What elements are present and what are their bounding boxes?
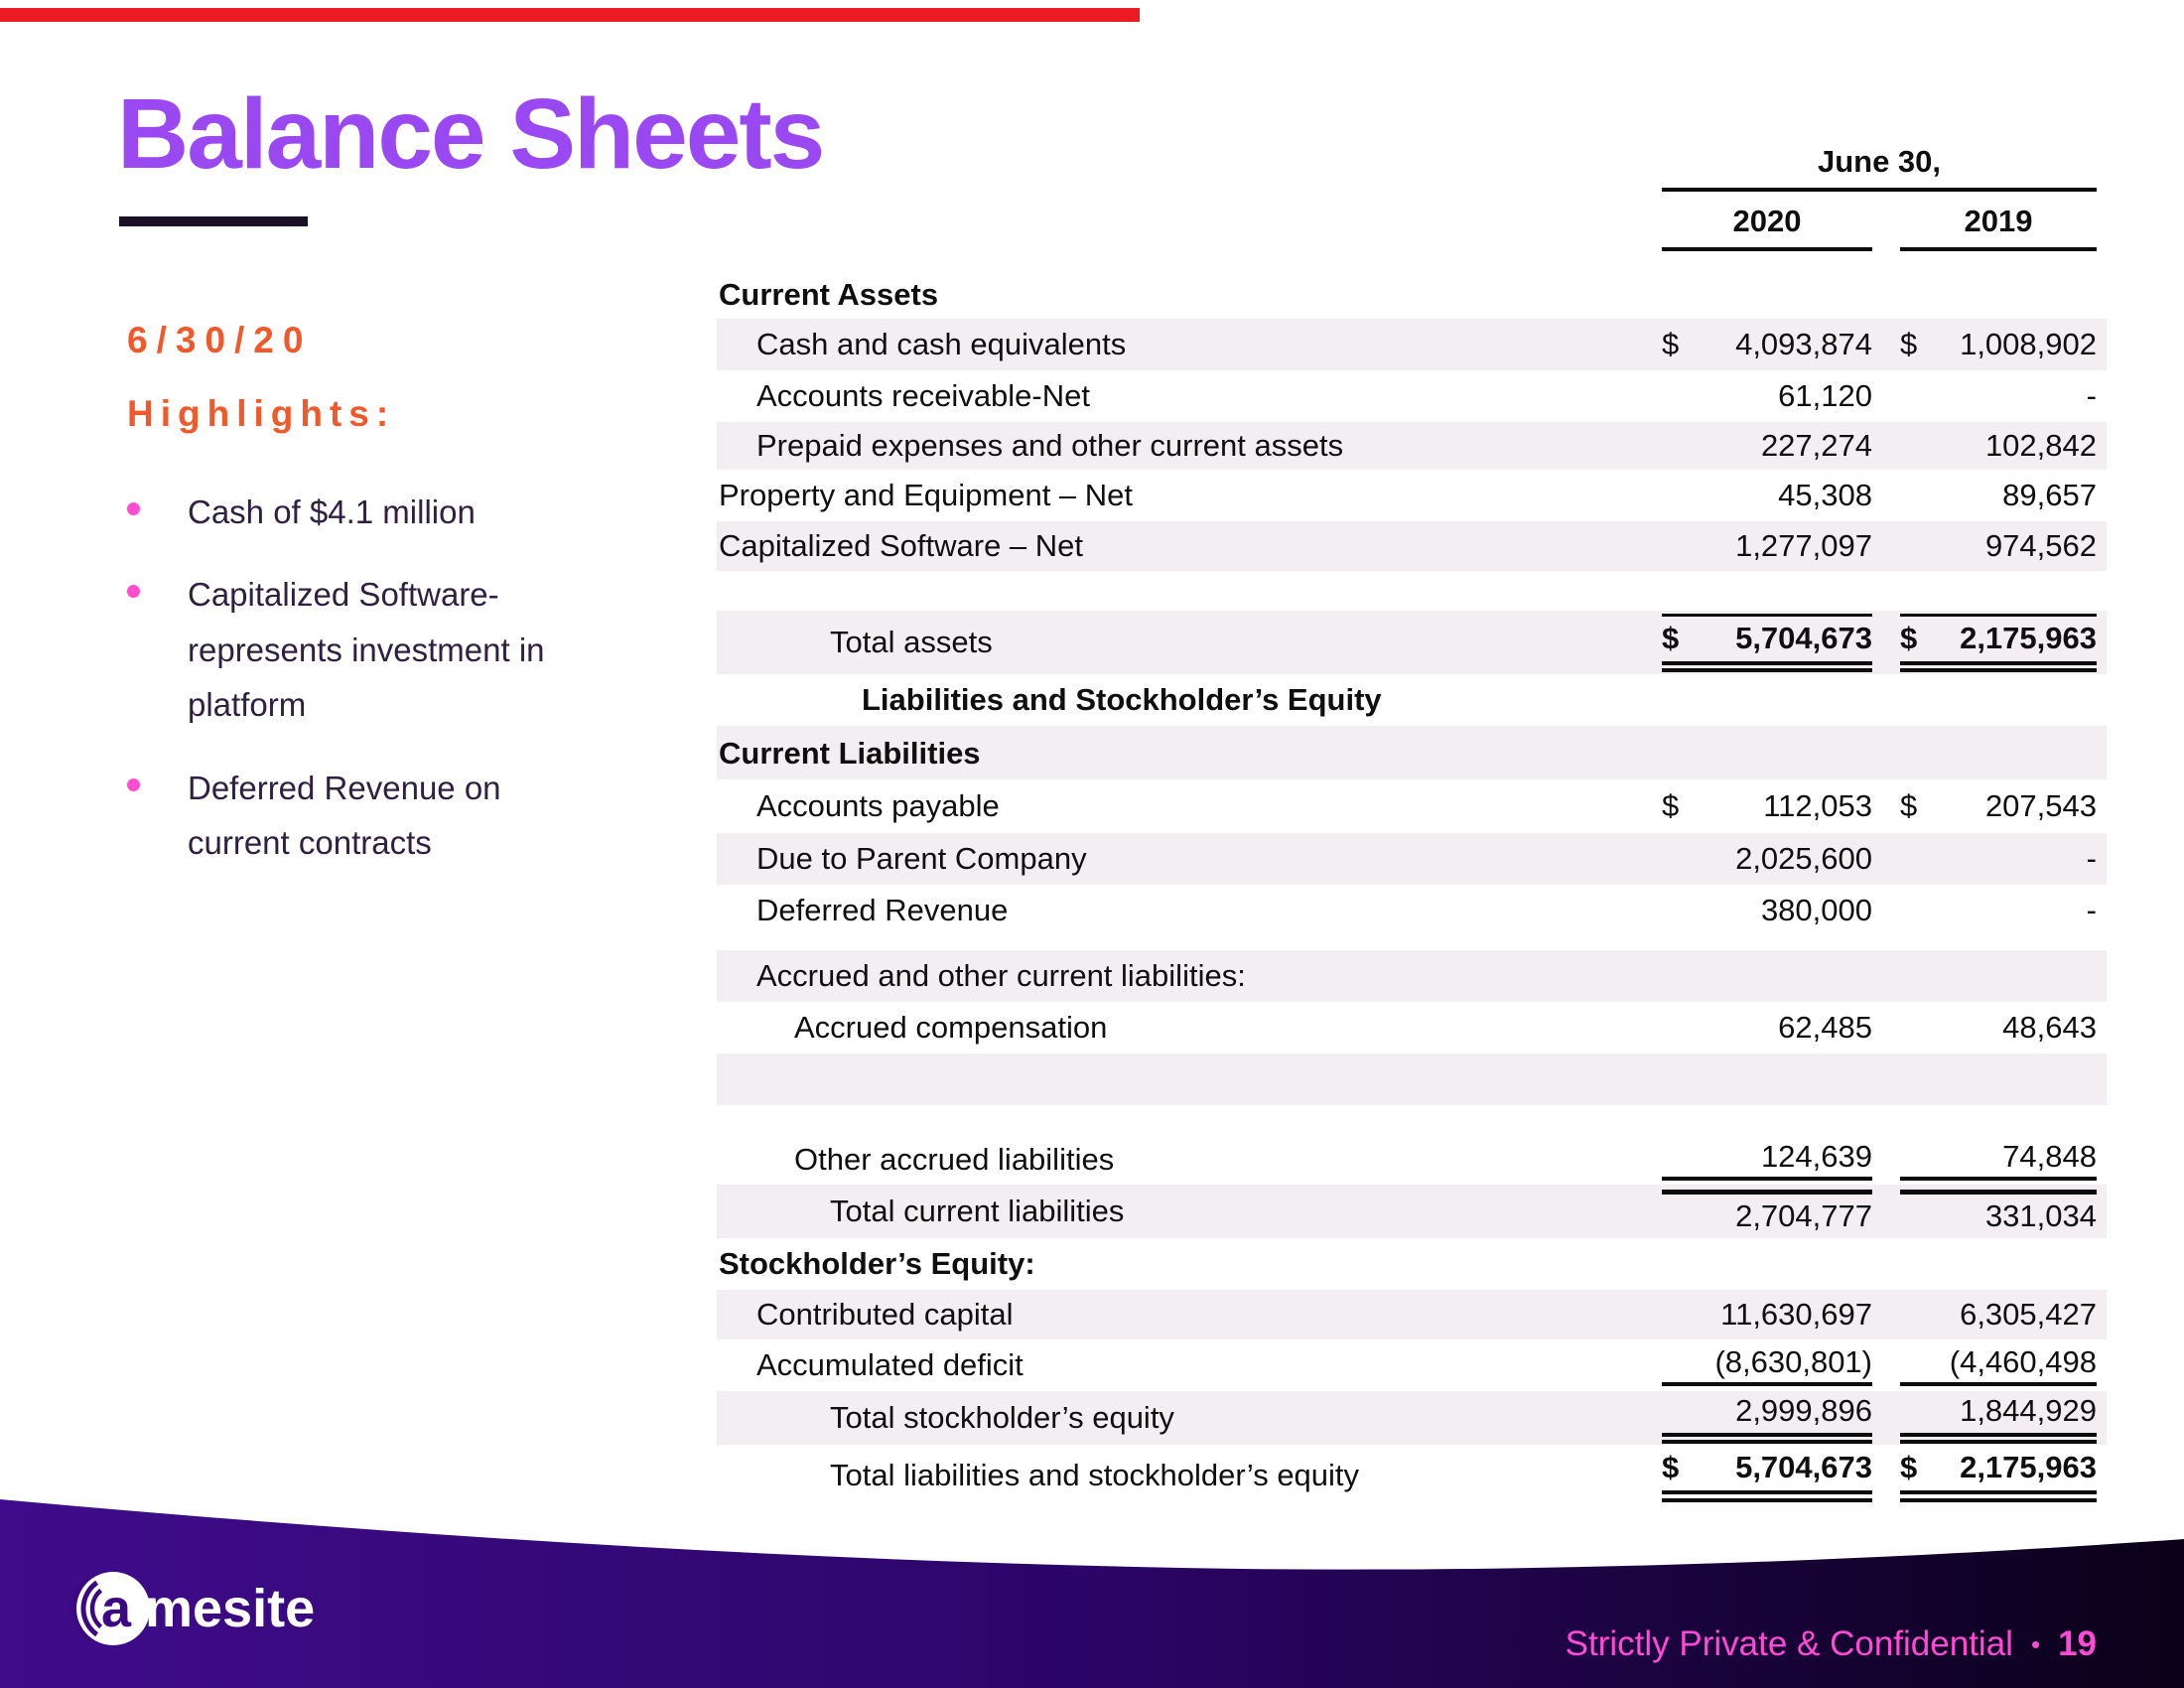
value-cell [1662,788,1872,824]
dollar-sign: $ [1662,1449,1680,1484]
table-row [717,611,2107,674]
table-row [717,1002,2107,1054]
row-label: Total current liabilities [830,1194,1125,1228]
row-label: Current Assets [719,277,939,312]
row-label: Deferred Revenue [756,893,1009,927]
highlights-panel [127,320,643,899]
bullet-text: Deferred Revenue on current contracts [188,769,501,862]
value-text: (4,460,498 [1949,1344,2097,1379]
table-row [717,470,2107,521]
value-text: 124,639 [1760,1139,1872,1174]
table-row [717,1238,2107,1290]
row-label: Contributed capital [756,1297,1014,1332]
list-item [127,567,643,732]
value-text: 974,562 [1984,528,2097,563]
value-text: (8,630,801) [1714,1344,1872,1379]
value-text: 2,175,963 [1960,620,2097,655]
top-accent-bar [0,8,1140,22]
title-underline [119,216,308,226]
dollar-sign: $ [1900,620,1918,655]
column-header-2020: 2020 [1662,204,1872,251]
page-title: Balance Sheets [117,78,824,190]
row-label: Cash and cash equivalents [756,327,1127,361]
logo-letter-a: a [100,1579,132,1638]
row-label: Property and Equipment – Net [719,478,1134,512]
table-row [717,521,2107,571]
row-label: Accounts receivable-Net [756,378,1090,413]
value-cell [1662,1010,1872,1046]
highlights-date: 6/30/20 [127,320,313,360]
dollar-sign: $ [1662,788,1680,823]
list-item [127,485,643,539]
row-values [1662,788,2097,824]
value-cell [1662,614,1872,672]
column-header-2019: 2019 [1900,204,2097,251]
table-row [717,571,2107,611]
footer-note [1566,1624,2097,1664]
value-text: 4,093,874 [1735,327,1872,361]
table-row [717,885,2107,936]
table-row [717,1105,2107,1135]
table-row [717,674,2107,726]
value-cell [1900,841,2097,877]
value-cell [1900,1190,2097,1234]
row-values [1662,841,2097,877]
row-label: Accrued compensation [794,1010,1108,1045]
row-label: Other accrued liabilities [794,1142,1115,1177]
dollar-sign: $ [1900,327,1918,361]
row-values [1662,1139,2097,1181]
table-row [717,833,2107,885]
bullet-text: Capitalized Software-represents investment in platform [188,576,545,724]
value-cell [1662,327,1872,362]
value-text: 2,175,963 [1960,1449,2097,1484]
row-label: Accrued and other current liabilities: [756,958,1246,993]
value-text: 1,844,929 [1960,1392,2097,1428]
value-text: 2,704,777 [1735,1197,1872,1233]
row-values [1662,1297,2097,1333]
row-label: Total assets [830,625,993,659]
logo-wordmark: mesite [145,1579,316,1638]
value-text: 112,053 [1763,788,1872,823]
table-row [717,319,2107,370]
row-label: Due to Parent Company [756,841,1087,876]
value-cell [1900,614,2097,672]
value-text: 74,848 [2002,1139,2097,1174]
value-cell [1662,478,1872,513]
header-date-group: June 30, [1662,144,2097,192]
row-values [1662,528,2097,564]
row-label: Total stockholder’s equity [830,1400,1174,1435]
row-values [1662,893,2097,928]
row-label: Prepaid expenses and other current assets [756,428,1344,463]
row-label: Stockholder’s Equity: [719,1246,1035,1281]
dollar-sign: $ [1662,327,1680,361]
value-text: 48,643 [2002,1010,2097,1045]
row-label: Capitalized Software – Net [719,528,1084,563]
confidential-label: Strictly Private & Confidential [1565,1624,2013,1663]
bullet-icon [127,778,140,791]
value-cell [1900,1393,2097,1444]
table-row [717,1391,2107,1445]
row-values [1662,1344,2097,1386]
bullet-icon [127,502,140,515]
value-text: 5,704,673 [1735,620,1872,655]
value-cell [1900,478,2097,513]
value-text: 61,120 [1778,378,1872,413]
value-cell [1662,893,1872,928]
list-item [127,761,643,871]
row-label: Accounts payable [756,788,1000,823]
table-header [1662,144,2097,251]
value-text: 380,000 [1760,893,1872,927]
value-text: - [2086,893,2097,927]
dollar-sign: $ [1900,788,1918,823]
page-number: 19 [2058,1624,2097,1663]
table-row [717,779,2107,833]
table-row [717,950,2107,1002]
value-cell [1662,841,1872,877]
highlights-heading: Highlights: [127,393,396,434]
value-cell [1900,378,2097,414]
value-cell [1900,788,2097,824]
value-text: 6,305,427 [1960,1297,2097,1332]
table-row [717,422,2107,470]
row-values [1662,1190,2097,1234]
value-cell [1900,428,2097,464]
row-label: Total liabilities and stockholder’s equity [830,1458,1360,1492]
value-text: 1,277,097 [1735,528,1872,563]
brand-logo [69,1561,367,1656]
value-text: 45,308 [1778,478,1872,512]
value-cell [1900,327,2097,362]
value-text: 62,485 [1778,1010,1872,1045]
table-row [717,1185,2107,1238]
row-values [1662,1010,2097,1046]
dot-separator-icon: • [2030,1628,2041,1659]
value-cell [1662,1297,1872,1333]
value-cell [1662,1190,1872,1234]
balance-sheet-table [717,144,2107,1506]
value-text: 1,008,902 [1960,327,2097,361]
value-cell [1662,378,1872,414]
value-text: 11,630,697 [1720,1297,1872,1332]
row-label: Accumulated deficit [756,1347,1024,1382]
bullet-text: Cash of $4.1 million [188,493,476,530]
value-text: 5,704,673 [1735,1449,1872,1484]
value-text: 102,842 [1984,428,2097,463]
table-row [717,1135,2107,1185]
bullet-icon [127,585,140,598]
dollar-sign: $ [1900,1449,1918,1484]
value-cell [1900,1297,2097,1333]
value-cell [1900,1139,2097,1181]
value-cell [1662,528,1872,564]
table-row [717,1054,2107,1105]
table-row [717,936,2107,950]
value-text: 227,274 [1760,428,1872,463]
highlights-list [127,485,643,871]
balance-table-rows [717,271,2107,1506]
value-text: - [2086,841,2097,876]
row-values [1662,378,2097,414]
table-row [717,726,2107,779]
row-values [1662,428,2097,464]
value-cell [1662,1393,1872,1444]
table-row [717,271,2107,319]
value-text: 2,025,600 [1735,841,1872,876]
value-cell [1900,893,2097,928]
row-values [1662,1393,2097,1444]
table-row [717,1339,2107,1391]
row-values [1662,614,2097,672]
table-row [717,1290,2107,1339]
row-values [1662,478,2097,513]
value-cell [1900,528,2097,564]
value-text: 331,034 [1984,1197,2097,1233]
value-cell [1662,1139,1872,1181]
header-years [1662,204,2097,251]
table-row [717,370,2107,422]
value-cell [1662,1344,1872,1386]
row-label: Current Liabilities [719,736,981,771]
dollar-sign: $ [1662,620,1680,655]
value-text: 2,999,896 [1735,1392,1872,1428]
row-values [1662,327,2097,362]
value-text: 207,543 [1984,788,2097,823]
value-text: 89,657 [2002,478,2097,512]
value-text: - [2086,378,2097,413]
row-label: Liabilities and Stockholder’s Equity [862,682,1382,717]
value-cell [1900,1344,2097,1386]
value-cell [1900,1010,2097,1046]
value-cell [1662,428,1872,464]
